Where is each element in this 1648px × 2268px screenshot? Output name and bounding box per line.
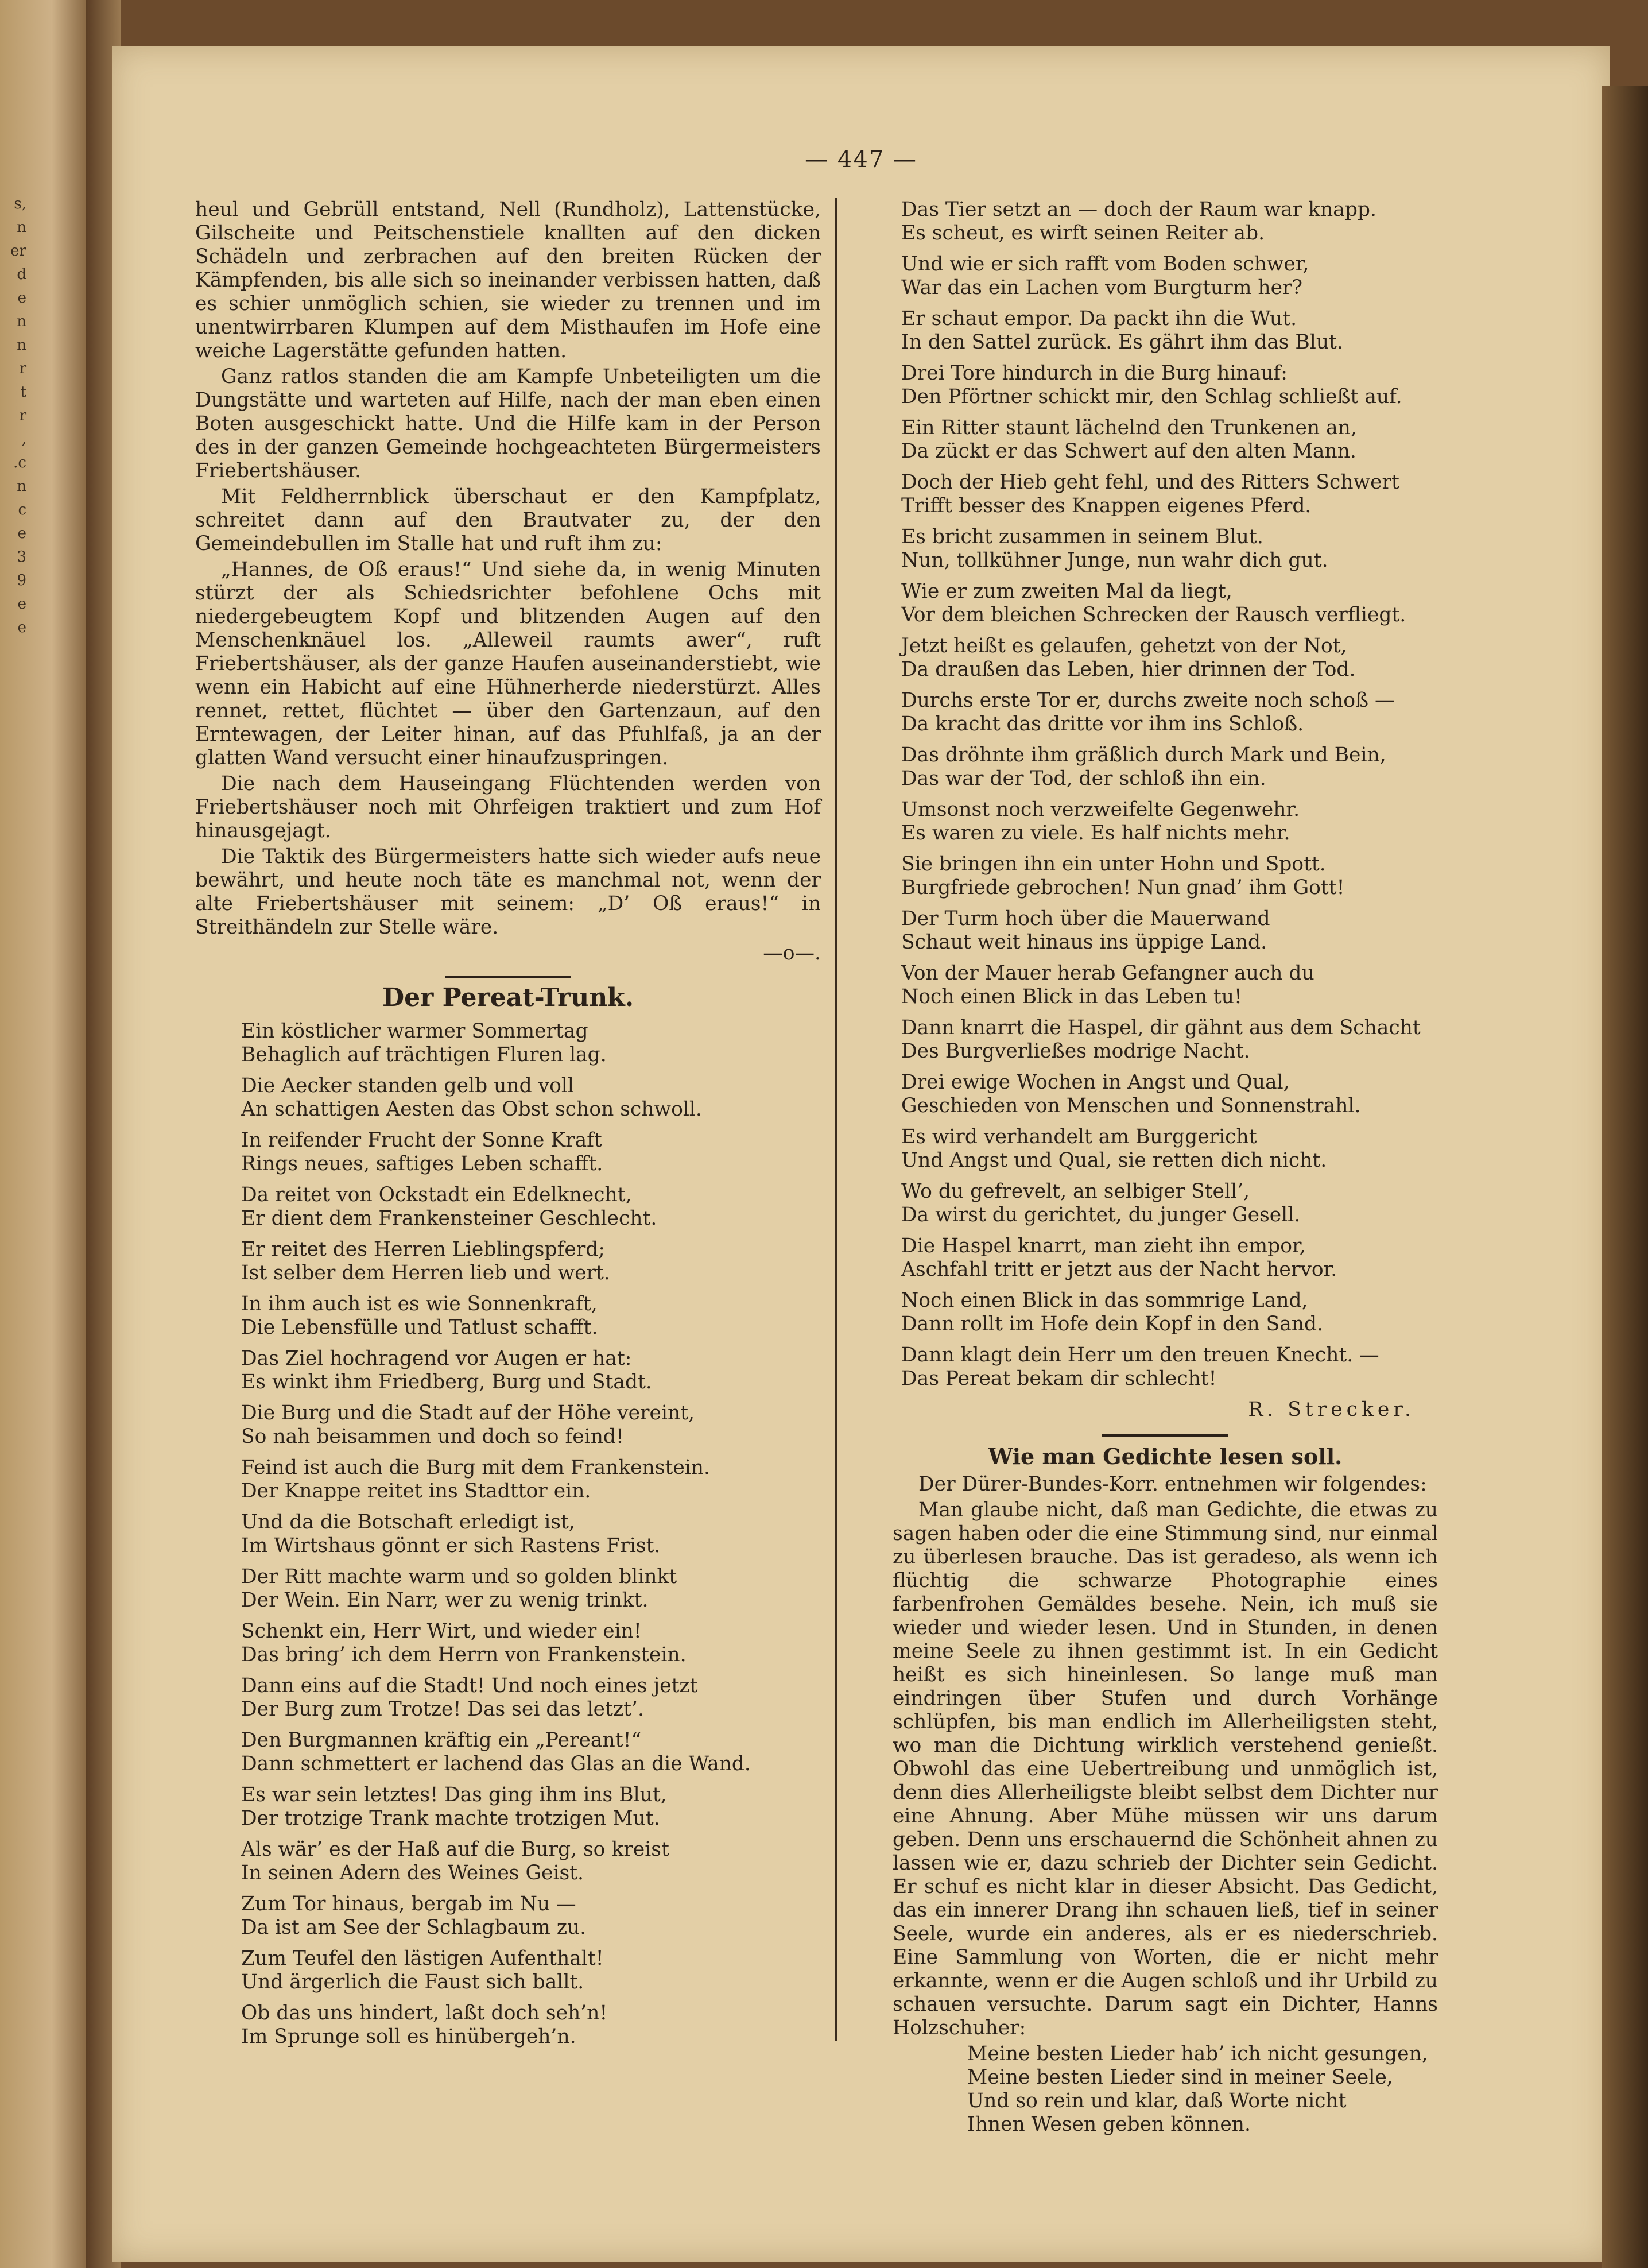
poem-stanza	[901, 1234, 1438, 1282]
poem-stanza	[901, 1344, 1438, 1391]
poem-stanza	[241, 1511, 821, 1558]
poem-line: Zum Teufel den lästigen Aufenthalt!	[241, 1947, 604, 1970]
poem-line: In reifender Frucht der Sonne Kraft	[241, 1129, 602, 1152]
poem-line: Das Pereat bekam dir schlecht!	[901, 1367, 1217, 1390]
poem-line: Schenkt ein, Herr Wirt, und wieder ein!	[241, 1620, 642, 1643]
story-ending	[195, 198, 821, 965]
poem-right	[893, 198, 1438, 1391]
poem-line: Des Burgverließes modrige Nacht.	[901, 1040, 1250, 1063]
poem-title: Der Pereat-Trunk.	[382, 983, 634, 1012]
poem-stanza	[901, 1125, 1438, 1172]
poem-line: Der Burg zum Trotze! Das sei das letzt’.	[241, 1698, 644, 1721]
poem-line: Es waren zu viele. Es half nichts mehr.	[901, 822, 1290, 845]
margin-fragment: t	[20, 384, 26, 401]
poem-line: Feind ist auch die Burg mit dem Frankenstein.	[241, 1456, 710, 1479]
quote-line: Und so rein und klar, daß Worte nicht	[967, 2089, 1347, 2112]
poem-stanza	[241, 1729, 821, 1776]
poem-stanza	[241, 1183, 821, 1230]
poem-line: Dann eins auf die Stadt! Und noch eines jetzt	[241, 1674, 698, 1697]
poem-line: Den Burgmannen kräftig ein „Pereant!“	[241, 1729, 642, 1752]
poem-stanza	[241, 1674, 821, 1721]
essay-title: Wie man Gedichte lesen soll.	[988, 1443, 1343, 1469]
poem-line: Noch einen Blick in das Leben tu!	[901, 985, 1242, 1008]
poem-line: In seinen Adern des Weines Geist.	[241, 1861, 584, 1884]
margin-fragment: s,	[14, 195, 26, 212]
poem-line: Burgfriede gebrochen! Nun gnad’ ihm Gott!	[901, 876, 1345, 899]
quote-line: Meine besten Lieder sind in meiner Seele,	[967, 2066, 1393, 2089]
poem-stanza	[901, 1289, 1438, 1336]
poem-line: Die Haspel knarrt, man zieht ihn empor,	[901, 1234, 1306, 1257]
poem-line: Rings neues, saftiges Leben schafft.	[241, 1152, 603, 1175]
margin-fragment: er	[10, 242, 26, 260]
poem-line: Es scheut, es wirft seinen Reiter ab.	[901, 222, 1265, 245]
poem-line: Drei Tore hindurch in die Burg hinauf:	[901, 362, 1288, 385]
poem-line: Die Aecker standen gelb und voll	[241, 1074, 574, 1097]
poem-line: Und wie er sich rafft vom Boden schwer,	[901, 253, 1309, 276]
margin-fragment: e	[17, 619, 26, 636]
margin-fragment: c	[18, 501, 26, 518]
poem-line: Ein Ritter staunt lächelnd den Trunkenen an,	[901, 416, 1357, 439]
poem-author: R. Strecker.	[1248, 1398, 1415, 1421]
poem-stanza	[901, 1071, 1438, 1118]
poem-stanza	[901, 1180, 1438, 1227]
paragraph: Ganz ratlos standen die am Kampfe Unbeteiligten um die Dungstätte und warteten auf Hilfe, nach der man eben einen Boten ausgeschickt hatte. Und die Hilfe kam in der Person des in der ganzen Gemeinde hochgeachteten Bürgermeisters Friebertshäuser.	[195, 365, 821, 482]
poem-line: Es winkt ihm Friedberg, Burg und Stadt.	[241, 1371, 652, 1394]
poem-line: Dann rollt im Hofe dein Kopf in den Sand.	[901, 1313, 1324, 1336]
poem-line: Das Tier setzt an — doch der Raum war knapp.	[901, 198, 1376, 221]
poem-line: Da zückt er das Schwert auf den alten Mann.	[901, 440, 1356, 463]
poem-line: Der Turm hoch über die Mauerwand	[901, 907, 1270, 930]
poem-stanza	[241, 1347, 821, 1394]
paragraph: Mit Feldherrnblick überschaut er den Kampfplatz, schreitet dann auf den Brautvater zu, der den Gemeindebullen im Stalle hat und ruft ihm zu:	[195, 485, 821, 555]
poem-line: Da wirst du gerichtet, du junger Gesell.	[901, 1203, 1301, 1226]
poem-line: Umsonst noch verzweifelte Gegenwehr.	[901, 798, 1300, 821]
poem-stanza	[901, 962, 1438, 1009]
poem-line: Von der Mauer herab Gefangner auch du	[901, 962, 1314, 985]
poem-stanza	[901, 525, 1438, 572]
poem-line: Er schaut empor. Da packt ihn die Wut.	[901, 307, 1297, 330]
margin-fragment: d	[17, 266, 26, 283]
poem-line: In den Sattel zurück. Es gährt ihm das Blut.	[901, 331, 1343, 354]
essay-body: Man glaube nicht, daß man Gedichte, die etwas zu sagen haben oder die eine Stimmung sind, nur einmal zu überlesen brauche. Das ist geradeso, als wenn ich flüchtig die schwarze Photographie eines farbenfrohen Gemäldes besehe. Nein, ich muß sie wieder und wieder lesen. Und in Stunden, in denen meine Seele zu ihnen gestimmt ist. In ein Gedicht heißt es sich hineinlesen. So lange muß man eindringen über Stufen und durch Vorhänge schlüpfen, bis man endlich im Allerheiligsten steht, wo man die Dichtung wirklich verstehend genießt. Obwohl das eine Uebertreibung und unmöglich ist, denn dies Allerheiligste bleibt selbst dem Dichter nur eine Ahnung. Aber Mühe müssen wir uns darum geben. Denn uns erschauernd die Schönheit ahnen zu lassen wie er, dazu schrieb der Dichter sein Gedicht. Er schuf es nicht klar in dieser Absicht. Das Gedicht, das ein innerer Drang ihn schauen ließ, tief in seiner Seele, wurde ein anderes, als er es niederschrieb. Eine Sammlung von Worten, die er nicht mehr erkannte, wenn er die Augen schloß und ihr Urbild zu schauen versuchte. Darum sagt ein Dichter, Hanns Holzschuher:	[893, 1499, 1438, 2039]
poem-line: Der Wein. Ein Narr, wer zu wenig trinkt.	[241, 1589, 649, 1612]
poem-stanza	[241, 2002, 821, 2049]
poem-line: Und ärgerlich die Faust sich ballt.	[241, 1971, 584, 1994]
poem-line: Der Ritt machte warm und so golden blinkt	[241, 1565, 677, 1588]
poem-line: Aschfahl tritt er jetzt aus der Nacht hervor.	[901, 1258, 1337, 1281]
poem-line: Jetzt heißt es gelaufen, gehetzt von der Not,	[901, 634, 1347, 657]
poem-line: Wo du gefrevelt, an selbiger Stell’,	[901, 1180, 1250, 1203]
margin-fragment: r	[19, 407, 26, 424]
poem-line: Da ist am See der Schlagbaum zu.	[241, 1916, 587, 1939]
poem-line: Trifft besser des Knappen eigenes Pferd.	[901, 494, 1312, 517]
margin-fragment: n	[17, 478, 26, 495]
poem-line: Ist selber dem Herren lieb und wert.	[241, 1261, 610, 1284]
poem-line: Ein köstlicher warmer Sommertag	[241, 1020, 588, 1043]
poem-line: Das war der Tod, der schloß ihn ein.	[901, 767, 1266, 790]
poem-line: Noch einen Blick in das sommrige Land,	[901, 1289, 1308, 1312]
poem-stanza	[241, 1565, 821, 1612]
poem-line: Als wär’ es der Haß auf die Burg, so kreist	[241, 1838, 669, 1861]
poem-stanza	[241, 1238, 821, 1285]
poem-stanza	[241, 1292, 821, 1340]
section-rule	[1102, 1434, 1228, 1437]
poem-line: Da draußen das Leben, hier drinnen der Tod.	[901, 658, 1356, 681]
poem-line: Und Angst und Qual, sie retten dich nicht.	[901, 1149, 1327, 1172]
paragraph: Die nach dem Hauseingang Flüchtenden werden von Friebertshäuser noch mit Ohrfeigen traktiert und zum Hof hinausgejagt.	[195, 772, 821, 842]
poem-line: In ihm auch ist es wie Sonnenkraft,	[241, 1292, 598, 1315]
poem-line: Doch der Hieb geht fehl, und des Ritters Schwert	[901, 471, 1399, 494]
poem-stanza	[901, 471, 1438, 518]
column-divider	[835, 198, 837, 2041]
poem-stanza	[901, 580, 1438, 627]
poem-stanza	[901, 744, 1438, 791]
page-edge	[1602, 86, 1648, 2268]
poem-line: An schattigen Aesten das Obst schon schwoll.	[241, 1098, 702, 1121]
essay-quote	[893, 2042, 1438, 2137]
margin-fragment: e	[17, 525, 26, 542]
left-column	[195, 198, 821, 2056]
poem-line: So nah beisammen und doch so feind!	[241, 1425, 624, 1448]
poem-line: Das Ziel hochragend vor Augen er hat:	[241, 1347, 632, 1370]
poem-stanza	[901, 689, 1438, 736]
page-number: — 447 —	[805, 146, 917, 173]
poem-line: Es bricht zusammen in seinem Blut.	[901, 525, 1263, 548]
margin-fragment: n	[17, 336, 26, 354]
poem-line: Im Sprunge soll es hinübergeh’n.	[241, 2025, 576, 2048]
poem-stanza	[901, 362, 1438, 409]
poem-line: Behaglich auf trächtigen Fluren lag.	[241, 1043, 607, 1066]
poem-line: Dann schmettert er lachend das Glas an die Wand.	[241, 1752, 751, 1775]
essay	[893, 1473, 1438, 2040]
poem-stanza	[901, 907, 1438, 954]
poem-stanza	[901, 1016, 1438, 1063]
poem-stanza	[241, 1456, 821, 1503]
paragraph: „Hannes, de Oß eraus!“ Und siehe da, in wenig Minuten stürzt der als Schiedsrichter befohlene Ochs mit niedergebeugtem Kopf und blitzenden Augen auf den Menschenknäuel los. „Alleweil raumts awer“, ruft Friebertshäuser, als der ganze Haufen auseinanderstiebt, wie wenn ein Habicht auf eine Hühnerherde niederstürzt. Alles rennet, rettet, flüchtet — über den Gartenzaun, auf den Erntewagen, der Leiter hinan, auf das Pfuhlfaß, ja an der glatten Wand versucht einer hinaufzuspringen.	[195, 558, 821, 769]
poem-stanza	[901, 253, 1438, 300]
poem-line: Da kracht das dritte vor ihm ins Schloß.	[901, 713, 1304, 736]
poem-line: Der Knappe reitet ins Stadttor ein.	[241, 1480, 591, 1503]
poem-line: Geschieden von Menschen und Sonnenstrahl.	[901, 1094, 1361, 1117]
poem-left	[195, 1020, 821, 2049]
poem-line: Es wird verhandelt am Burggericht	[901, 1125, 1257, 1148]
poem-line: War das ein Lachen vom Burgturm her?	[901, 276, 1303, 299]
poem-line: Vor dem bleichen Schrecken der Rausch verfliegt.	[901, 603, 1406, 626]
poem-stanza	[901, 416, 1438, 463]
poem-line: Das dröhnte ihm gräßlich durch Mark und Bein,	[901, 744, 1386, 767]
margin-fragment: 3	[17, 548, 26, 566]
margin-fragment: r	[19, 360, 26, 377]
poem-stanza	[241, 1020, 821, 1067]
quote-line: Meine besten Lieder hab’ ich nicht gesungen,	[967, 2042, 1428, 2065]
poem-line: Dann knarrt die Haspel, dir gähnt aus dem Schacht	[901, 1016, 1421, 1039]
poem-line: Die Lebensfülle und Tatlust schafft.	[241, 1316, 598, 1339]
poem-stanza	[901, 307, 1438, 354]
paragraph: Die Taktik des Bürgermeisters hatte sich wieder aufs neue bewährt, und heute noch täte es manchmal not, wenn der alte Friebertshäuser mit seinem: „D’ Oß eraus!“ in Streithändeln zur Stelle wäre.	[195, 845, 821, 939]
poem-stanza	[901, 198, 1438, 245]
poem-stanza	[241, 1074, 821, 1121]
margin-fragment: .c	[13, 454, 26, 471]
poem-line: Die Burg und die Stadt auf der Höhe vereint,	[241, 1402, 695, 1425]
poem-line: Sie bringen ihn ein unter Hohn und Spott.	[901, 853, 1326, 876]
section-rule	[445, 976, 571, 978]
poem-line: Nun, tollkühner Junge, nun wahr dich gut.	[901, 549, 1328, 572]
margin-fragment: n	[17, 313, 26, 330]
poem-line: Ob das uns hindert, laßt doch seh’n!	[241, 2002, 608, 2025]
poem-line: Den Pförtner schickt mir, den Schlag schließt auf.	[901, 385, 1402, 408]
essay-intro: Der Dürer-Bundes-Korr. entnehmen wir folgendes:	[918, 1473, 1427, 1496]
right-column	[893, 198, 1438, 2137]
poem-stanza	[241, 1947, 821, 1994]
poem-line: Der trotzige Trank machte trotzigen Mut.	[241, 1807, 660, 1830]
poem-line: Schaut weit hinaus ins üppige Land.	[901, 931, 1267, 954]
poem-line: Im Wirtshaus gönnt er sich Rastens Frist.	[241, 1534, 661, 1557]
poem-line: Es war sein letztes! Das ging ihm ins Blut,	[241, 1783, 667, 1806]
poem-stanza	[901, 634, 1438, 682]
margin-fragment: 9	[17, 572, 26, 589]
poem-stanza	[241, 1402, 821, 1449]
poem-line: Wie er zum zweiten Mal da liegt,	[901, 580, 1232, 603]
poem-line: Und da die Botschaft erledigt ist,	[241, 1511, 575, 1534]
poem-line: Das bring’ ich dem Herrn von Frankenstein.	[241, 1643, 687, 1666]
poem-line: Da reitet von Ockstadt ein Edelknecht,	[241, 1183, 632, 1206]
poem-stanza	[241, 1783, 821, 1830]
poem-line: Er dient dem Frankensteiner Geschlecht.	[241, 1207, 657, 1230]
poem-stanza	[241, 1838, 821, 1885]
poem-stanza	[901, 853, 1438, 900]
poem-line: Dann klagt dein Herr um den treuen Knecht. —	[901, 1344, 1379, 1367]
adjacent-page-strip	[0, 0, 86, 2268]
poem-stanza	[241, 1620, 821, 1667]
margin-fragment: e	[17, 289, 26, 307]
margin-fragment: e	[17, 595, 26, 613]
margin-fragment: ,	[21, 431, 26, 448]
story-signature: —o—.	[763, 942, 821, 965]
poem-stanza	[901, 798, 1438, 845]
poem-stanza	[241, 1129, 821, 1176]
poem-line: Drei ewige Wochen in Angst und Qual,	[901, 1071, 1290, 1094]
paragraph: heul und Gebrüll entstand, Nell (Rundholz), Lattenstücke, Gilscheite und Peitschenstiele knallten auf den dicken Schädeln und zerbrachen auf den breiten Rücken der Kämpfenden, bis alle sich so ineinander verbissen hatten, daß es schier unmöglich schien, sie wieder zu trennen und im unentwirrbaren Klumpen auf dem Misthaufen im Hofe eine weiche Lagerstätte gefunden hatten.	[195, 198, 821, 362]
quote-line: Ihnen Wesen geben können.	[967, 2113, 1251, 2136]
margin-fragment: n	[17, 219, 26, 236]
poem-stanza	[241, 1892, 821, 1940]
poem-line: Zum Tor hinaus, bergab im Nu —	[241, 1892, 576, 1915]
poem-line: Durchs erste Tor er, durchs zweite noch schoß —	[901, 689, 1395, 712]
poem-line: Er reitet des Herren Lieblingspferd;	[241, 1238, 605, 1261]
